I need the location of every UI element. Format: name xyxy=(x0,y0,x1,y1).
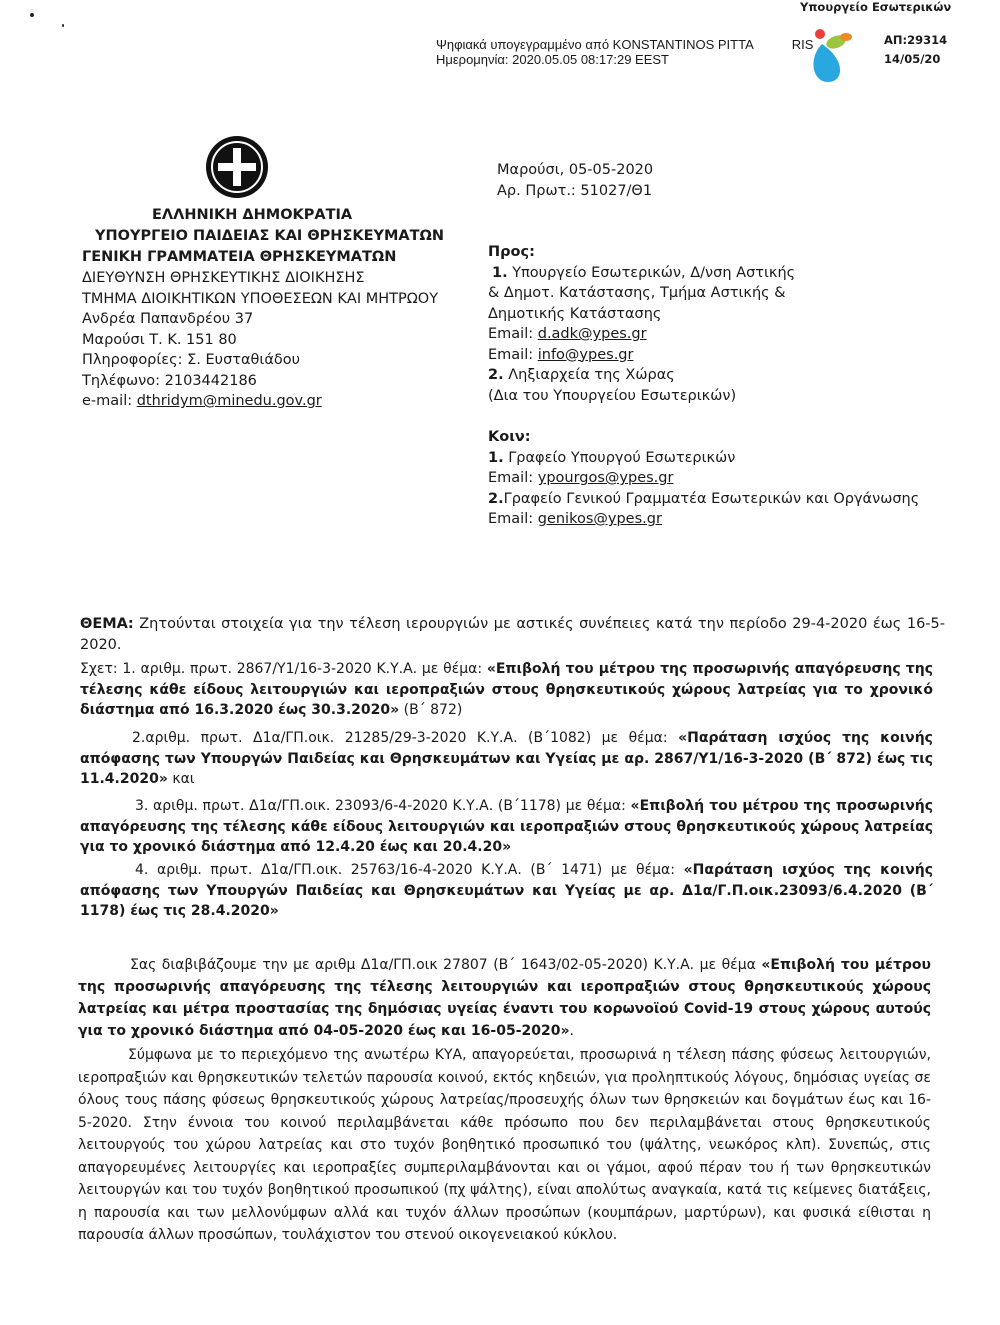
reference-1-prefix: Σχετ: 1. αριθμ. πρωτ. 2867/Υ1/16-3-2020 Κ.Υ.Α. με θέμα: xyxy=(80,661,487,677)
recipients-block xyxy=(488,242,795,406)
protocol-number: Αρ. Πρωτ.: 51027/Θ1 xyxy=(497,182,653,199)
greek-coat-of-arms-icon xyxy=(206,136,268,198)
recipient-1-line-1: Υπουργείο Εσωτερικών, Δ/νση Αστικής xyxy=(507,264,796,281)
header-ministry: Υπουργείο Εσωτερικών xyxy=(800,0,952,14)
cc-1-line-1: Γραφείο Υπουργού Εσωτερικών xyxy=(503,449,736,466)
signature-line-1: Ψηφιακά υπογεγραμμένο από KONSTANTINOS PITTA xyxy=(436,37,754,52)
body-paragraph-2: Σύμφωνα με το περιεχόμενο της ανωτέρω ΚΥΑ, απαγορεύεται, προσωρινά η τέλεση πάσης φύσεως λειτουργιών, ιεροπραξιών και θρησκευτικών τελετών παρουσία κοινού, εκτός κηδειών, για προληπτικούς λόγους, δημόσιας υγείας σε όλους τους πάσης φύσεως θρησκευτικούς χώρους λατρείας/προσευχής όλων των θρησκειών και δογμάτων έως και 16-5-2020. Στην έννοια του κοινού περιλαμβάνεται κάθε πρόσωπο που δεν περιλαμβάνεται στους θρησκευτικούς λειτουργούς του χώρου λατρείας και στο τυχόν βοηθητικό προσωπικό του (ψάλτης, νεωκόρος κλπ). Συνεπώς, στις απαγορευμένες λειτουργίες και ιεροπραξίες συμπεριλαμβάνονται και οι γάμοι, αφού πέραν του ή των θρησκευτικών λειτουργών και του τυχόν βοηθητικού προσωπικού (πχ ψάλτης), είναι απολύτως αναγκαία, κατά τις κείμενες διατάξεις, η παρουσία και των μελλονύμφων αλλά και τυχόν άλλων προσώπων (κουμπάρων, μαρτύρων), και φυσικά είθισται η παρουσία άλλων προσώπων, τουλάχιστον του στενού οικογενειακού κύκλου. xyxy=(78,1047,931,1243)
signature-line-1-tail: RIS xyxy=(791,37,814,52)
cc-block xyxy=(488,427,919,530)
recipient-1-email-2-link[interactable]: info@ypes.gr xyxy=(537,346,634,363)
recipient-1-line-3: Δημοτικής Κατάστασης xyxy=(488,305,662,322)
recipient-2-line-1: Ληξιαρχεία της Χώρας xyxy=(503,367,675,383)
subject xyxy=(80,614,945,655)
recipient-1-number: 1. xyxy=(492,264,508,281)
cc-label: Κοιν: xyxy=(488,429,531,445)
protocol-stamp-date: 14/05/20 xyxy=(884,52,941,66)
sender-email-label: e-mail: xyxy=(82,393,137,409)
protocol-stamp-number: ΑΠ:29314 xyxy=(884,33,948,47)
reference-3-title: «Επιβολή του μέτρου της προσωρινής απαγόρευσης της τέλεσης κάθε είδους λειτουργιών και ιεροπραξιών στους θρησκευτικούς χώρους λατρείας για το χρονικό διάστημα από 12.4.20 έως και 20.4.20» xyxy=(80,798,933,855)
cc-1-number: 1. xyxy=(488,449,504,466)
body-paragraph-1 xyxy=(78,954,931,1042)
digital-signature-block xyxy=(436,37,813,67)
subject-text: Ζητούνται στοιχεία για την τέλεση ιερουργιών με αστικές συνέπειες κατά την περίοδο 29-4-2020 έως 16-5-2020. xyxy=(80,616,945,653)
sender-phone: Τηλέφωνο: 2103442186 xyxy=(82,372,257,389)
reference-2-prefix: 2.αριθμ. πρωτ. Δ1α/ΓΠ.οικ. 21285/29-3-2020 Κ.Υ.Α. (Β΄1082) με θέμα: xyxy=(132,730,679,746)
ministry-logo-icon xyxy=(798,24,858,86)
sender-line-3: ΓΕΝΙΚΗ ΓΡΑΜΜΑΤΕΙΑ ΘΡΗΣΚΕΥΜΑΤΩΝ xyxy=(82,249,397,265)
signature-line-2: Ημερομηνία: 2020.05.05 08:17:29 EEST xyxy=(436,52,669,67)
reference-2 xyxy=(80,728,933,790)
email-label: Email: xyxy=(488,346,538,363)
sender-info: Πληροφορίες: Σ. Ευσταθιάδου xyxy=(82,352,301,368)
body-paragraph-1-end: . xyxy=(569,1023,574,1039)
sender-line-1: ΕΛΛΗΝΙΚΗ ΔΗΜΟΚΡΑΤΙΑ xyxy=(152,207,353,223)
reference-4-title: «Παράταση ισχύος της κοινής απόφασης των Υπουργών Παιδείας και Θρησκευμάτων και Υγείας με αρ. Δ1α/Γ.Π.οικ.23093/6.4.2020 (Β΄ 1178) έως τις 28.4.2020» xyxy=(80,862,933,919)
subject-label: ΘΕΜΑ: xyxy=(80,616,134,632)
recipient-2-number: 2. xyxy=(488,367,504,383)
body-paragraph-1-prefix: Σας διαβιβάζουμε την με αριθμ Δ1α/ΓΠ.οικ 27807 (Β΄ 1643/02-05-2020) Κ.Υ.Α. με θέμα xyxy=(130,957,762,973)
email-label: Email: xyxy=(488,470,538,486)
email-label: Email: xyxy=(488,326,538,342)
reference-1 xyxy=(80,659,933,721)
reference-1-title: «Επιβολή του μέτρου της προσωρινής απαγόρευσης της τέλεσης κάθε είδους λειτουργιών και ιεροπραξιών στους θρησκευτικούς χώρους λατρείας για το χρονικό διάστημα από 16.3.2020 έως 30.3.2020» xyxy=(80,661,933,718)
sender-address: Ανδρέα Παπανδρέου 37 xyxy=(82,311,254,327)
cc-2-email-link[interactable]: genikos@ypes.gr xyxy=(537,511,662,527)
cc-2-line-1: Γραφείο Γενικού Γραμματέα Εσωτερικών και Οργάνωσης xyxy=(503,490,920,507)
scan-speck xyxy=(30,13,34,17)
scan-speck xyxy=(62,24,64,27)
cc-2-number: 2. xyxy=(488,490,504,507)
email-label: Email: xyxy=(488,511,538,527)
recipient-1-line-2: & Δημοτ. Κατάστασης, Τμήμα Αστικής & xyxy=(488,285,786,301)
recipient-1-email-1-link[interactable]: d.adk@ypes.gr xyxy=(537,326,647,342)
reference-1-suffix: (Β΄ 872) xyxy=(399,702,463,718)
sender-line-4: ΔΙΕΥΘΥΝΣΗ ΘΡΗΣΚΕΥΤΙΚΗΣ ΔΙΟΙΚΗΣΗΣ xyxy=(82,270,365,286)
sender-line-5: ΤΜΗΜΑ ΔΙΟΙΚΗΤΙΚΩΝ ΥΠΟΘΕΣΕΩΝ ΚΑΙ ΜΗΤΡΩΟΥ xyxy=(82,290,439,307)
reference-2-suffix: και xyxy=(167,771,195,787)
place-date: Μαρούσι, 05-05-2020 xyxy=(497,162,654,178)
to-label: Προς: xyxy=(488,244,535,260)
body-paragraph-1-title: «Επιβολή του μέτρου της προσωρινής απαγόρευσης της τέλεσης λειτουργιών και ιεροπραξιών στους θρησκευτικούς χώρους λατρείας και μέτρα προστασίας της δημόσιας υγείας έναντι του κορωνοϊού Covid-19 στους χώρους αυτούς για το χρονικό διάστημα από 04-05-2020 έως και 16-05-2020» xyxy=(78,957,931,1039)
recipient-2-line-2: (Δια του Υπουργείου Εσωτερικών) xyxy=(488,387,737,404)
reference-2-title: «Παράταση ισχύος της κοινής απόφασης των Υπουργών Παιδείας και Θρησκευμάτων και Υγείας με αρ. 2867/Υ1/16-3-2020 (Β΄ 872) έως τις 11.4.2020» xyxy=(80,730,933,787)
sender-city: Μαρούσι Τ. Κ. 151 80 xyxy=(82,331,237,348)
doc-info xyxy=(497,160,653,201)
sender-line-2: ΥΠΟΥΡΓΕΙΟ ΠΑΙΔΕΙΑΣ ΚΑΙ ΘΡΗΣΚΕΥΜΑΤΩΝ xyxy=(95,228,444,244)
reference-3-prefix: 3. αριθμ. πρωτ. Δ1α/ΓΠ.οικ. 23093/6-4-2020 Κ.Υ.Α. (Β΄1178) με θέμα: xyxy=(135,798,631,814)
cc-1-email-link[interactable]: ypourgos@ypes.gr xyxy=(537,470,674,486)
sender-block xyxy=(82,268,438,412)
reference-4 xyxy=(80,860,933,922)
sender-email-link[interactable]: dthridym@minedu.gov.gr xyxy=(136,393,322,409)
reference-4-prefix: 4. αριθμ. πρωτ. Δ1α/ΓΠ.οικ. 25763/16-4-2020 Κ.Υ.Α. (Β΄ 1471) με θέμα: xyxy=(135,862,684,878)
reference-3 xyxy=(80,796,933,858)
